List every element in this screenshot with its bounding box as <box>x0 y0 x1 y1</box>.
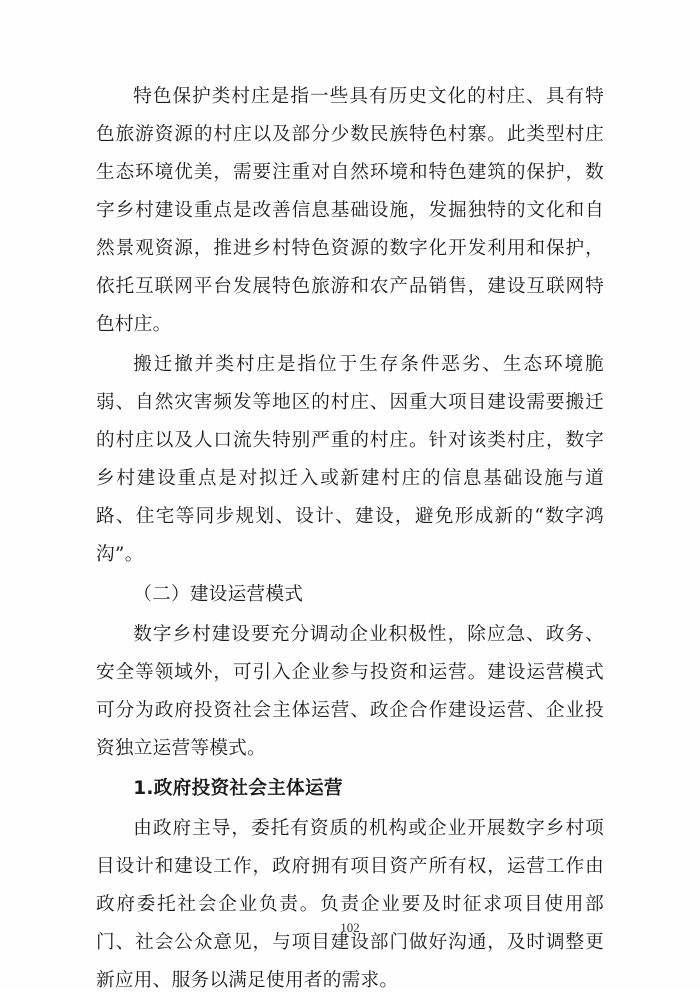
document-body <box>96 78 604 1002</box>
paragraph: 数字乡村建设要充分调动企业积极性，除应急、政务、安全等领域外，可引入企业参与投资和运营。建设运营模式可分为政府投资社会主体运营、政企合作建设运营、企业投资独立运营等模式。 <box>96 624 604 759</box>
section-heading: （二）建设运营模式 <box>133 584 304 605</box>
page-number: 102 <box>340 920 360 935</box>
paragraph: 特色保护类村庄是指一些具有历史文化的村庄、具有特色旅游资源的村庄以及部分少数民族特色村寨。此类型村庄生态环境优美，需要注重对自然环境和特色建筑的保护，数字乡村建设重点是改善信息基础设施，发掘独特的文化和自然景观资源，推进乡村特色资源的数字化开发利用和保护，依托互联网平台发展特色旅游和农产品销售，建设互联网特色村庄。 <box>96 86 604 335</box>
paragraph: 由政府主导，委托有资质的机构或企业开展数字乡村项目设计和建设工作，政府拥有项目资产所有权，运营工作由政府委托社会企业负责。负责企业要及时征求项目使用部门、社会公众意见，与项目建设部门做好沟通，及时调整更新应用、服务以满足使用者的需求。 <box>96 818 604 991</box>
paragraph: 搬迁撤并类村庄是指位于生存条件恶劣、生态环境脆弱、自然灾害频发等地区的村庄、因重大项目建设需要搬迁的村庄以及人口流失特别严重的村庄。针对该类村庄，数字乡村建设重点是对拟迁入或新建村庄的信息基础设施与道路、住宅等同步规划、设计、建设，避免形成新的“数字鸿沟”。 <box>96 354 604 565</box>
subsection-heading: 1.政府投资社会主体运营 <box>133 778 343 799</box>
